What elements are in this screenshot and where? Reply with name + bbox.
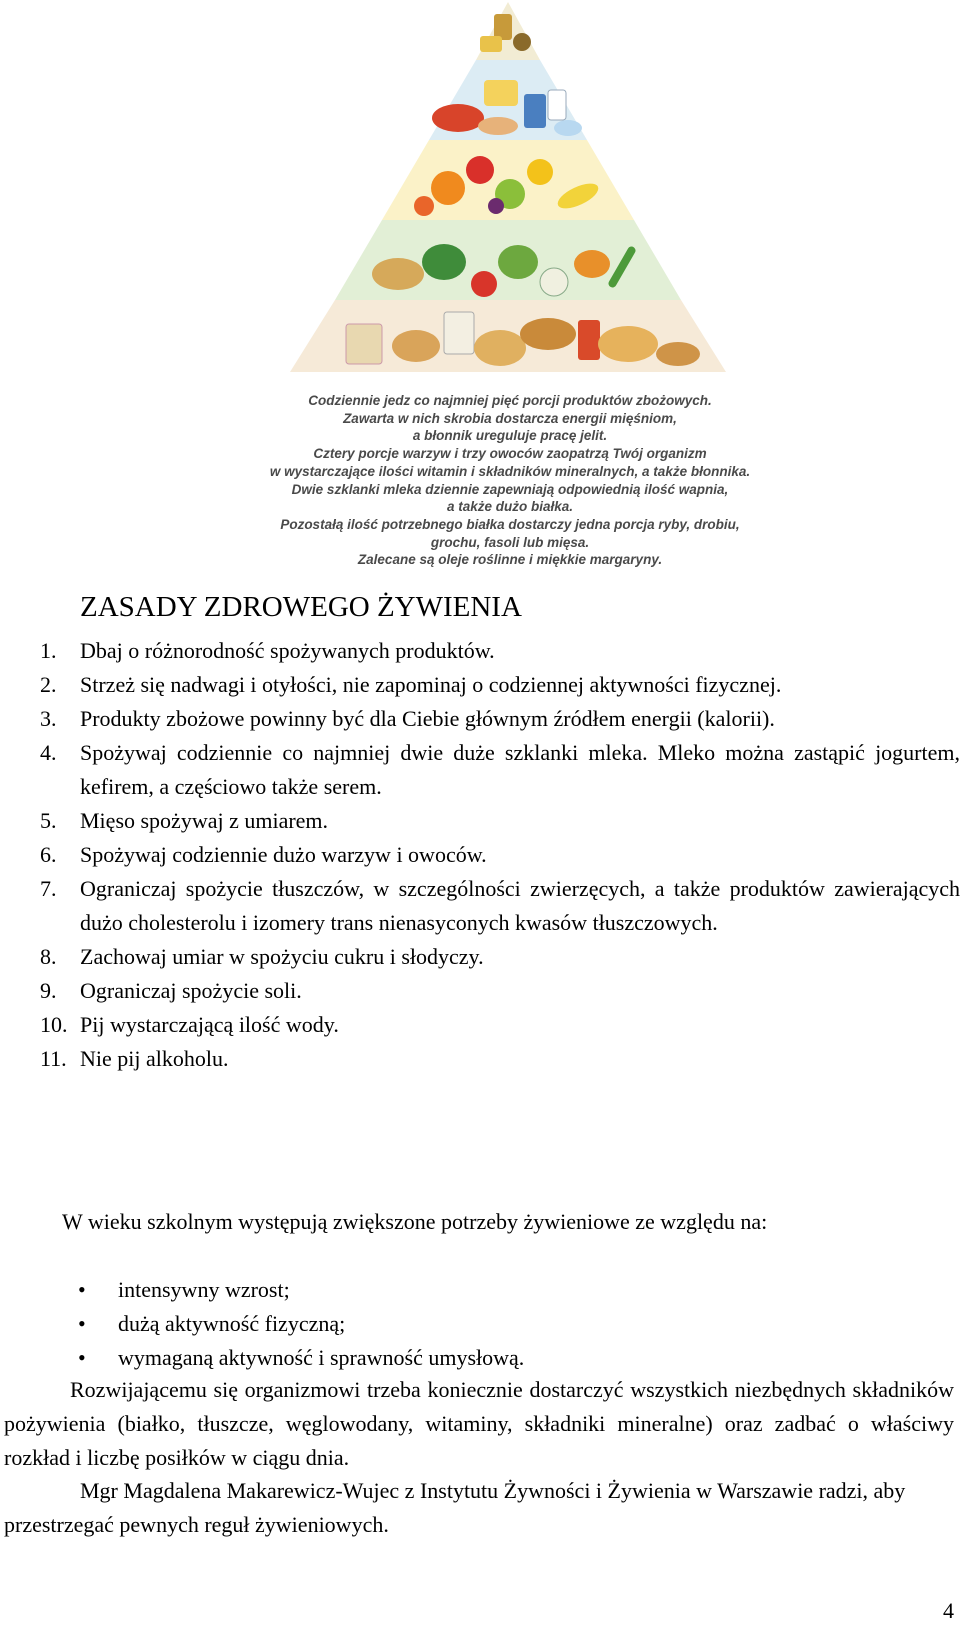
closing-paragraph: Mgr Magdalena Makarewicz-Wujec z Instytutu Żywności i Żywienia w Warszawie radzi, aby przestrzegać pewnych reguł żywieniowych. — [4, 1478, 906, 1537]
rules-list — [40, 634, 960, 1076]
caption-line: Pozostałą ilość potrzebnego białka dostarczy jedna porcja ryby, drobiu, — [280, 516, 740, 532]
rule-text: Ograniczaj spożycie soli. — [80, 978, 302, 1003]
rule-text: Spożywaj codziennie co najmniej dwie duże szklanki mleka. Mleko można zastąpić jogurtem, kefirem, a częściowo także serem. — [80, 740, 960, 799]
rule-number: 8. — [40, 944, 57, 969]
rule-text: Pij wystarczającą ilość wody. — [80, 1012, 339, 1037]
rule-number: 1. — [40, 638, 57, 663]
list-item — [40, 634, 960, 668]
list-item — [40, 1008, 960, 1042]
caption-line: Zawarta w nich skrobia dostarcza energii mięśniom, — [343, 410, 677, 426]
rule-number: 11. — [40, 1046, 67, 1071]
rule-text: Nie pij alkoholu. — [80, 1046, 229, 1071]
list-item — [40, 1042, 960, 1076]
list-item — [78, 1273, 524, 1307]
rule-number: 10. — [40, 1012, 68, 1037]
caption-line: a także dużo białka. — [446, 499, 574, 515]
caption-line: grochu, fasoli lub mięsa. — [430, 534, 590, 550]
rule-text: Strzeż się nadwagi i otyłości, nie zapominaj o codziennej aktywności fizycznej. — [80, 672, 782, 697]
list-item — [40, 974, 960, 1008]
list-item — [40, 838, 960, 872]
rule-number: 2. — [40, 672, 57, 697]
rule-number: 3. — [40, 706, 57, 731]
body-paragraph: Rozwijającemu się organizmowi trzeba koniecznie dostarczyć wszystkich niezbędnych składników pożywienia (białko, tłuszcze, węglowodany, witaminy, składniki mineralne) oraz zadbać o właściwy rozkład i liczbę posiłków w ciągu dnia. — [4, 1377, 954, 1470]
rule-text: Dbaj o różnorodność spożywanych produktów. — [80, 638, 495, 663]
rule-number: 5. — [40, 808, 57, 833]
list-item — [40, 804, 960, 838]
rule-number: 9. — [40, 978, 57, 1003]
caption-line: w wystarczające ilości witamin i składników mineralnych, a także błonnika. — [269, 463, 751, 479]
rule-text: Spożywaj codziennie dużo warzyw i owoców. — [80, 842, 487, 867]
page-number: 4 — [943, 1598, 954, 1623]
list-item — [40, 736, 960, 804]
rule-text: Mięso spożywaj z umiarem. — [80, 808, 329, 833]
rule-number: 4. — [40, 740, 57, 765]
rule-number: 6. — [40, 842, 57, 867]
list-item — [40, 702, 960, 736]
rule-text: Ograniczaj spożycie tłuszczów, w szczególności zwierzęcych, a także produktów zawierających dużo cholesterolu i izomery trans nienasyconych kwasów tłuszczowych. — [80, 876, 960, 935]
need-text: intensywny wzrost; — [118, 1277, 290, 1302]
rule-number: 7. — [40, 876, 57, 901]
rule-text: Produkty zbożowe powinny być dla Ciebie głównym źródłem energii (kalorii). — [80, 706, 775, 731]
intro-paragraph: W wieku szkolnym występują zwiększone potrzeby żywieniowe ze względu na: — [62, 1209, 768, 1234]
caption-line: Dwie szklanki mleka dziennie zapewniają odpowiednią ilość wapnia, — [291, 481, 729, 497]
bullet-icon: • — [78, 1345, 86, 1370]
needs-list — [78, 1273, 524, 1375]
food-pyramid-image — [248, 0, 768, 380]
rule-text: Zachowaj umiar w spożyciu cukru i słodyczy. — [80, 944, 484, 969]
bullet-icon: • — [78, 1311, 86, 1336]
list-item — [40, 668, 960, 702]
list-item — [40, 872, 960, 940]
list-item — [40, 940, 960, 974]
need-text: wymaganą aktywność i sprawność umysłową. — [118, 1345, 525, 1370]
caption-line: Cztery porcje warzyw i trzy owoców zaopatrzą Twój organizm — [313, 446, 707, 462]
pyramid-caption — [240, 392, 780, 569]
list-item — [78, 1307, 524, 1341]
caption-line: a błonnik ureguluje pracę jelit. — [412, 428, 608, 444]
page-title: ZASADY ZDROWEGO ŻYWIENIA — [80, 591, 522, 623]
caption-line: Codziennie jedz co najmniej pięć porcji produktów zbożowych. — [308, 393, 712, 408]
need-text: dużą aktywność fizyczną; — [118, 1311, 346, 1336]
bullet-icon: • — [78, 1277, 86, 1302]
caption-line: Zalecane są oleje roślinne i miękkie margaryny. — [357, 552, 663, 568]
list-item — [78, 1341, 524, 1375]
